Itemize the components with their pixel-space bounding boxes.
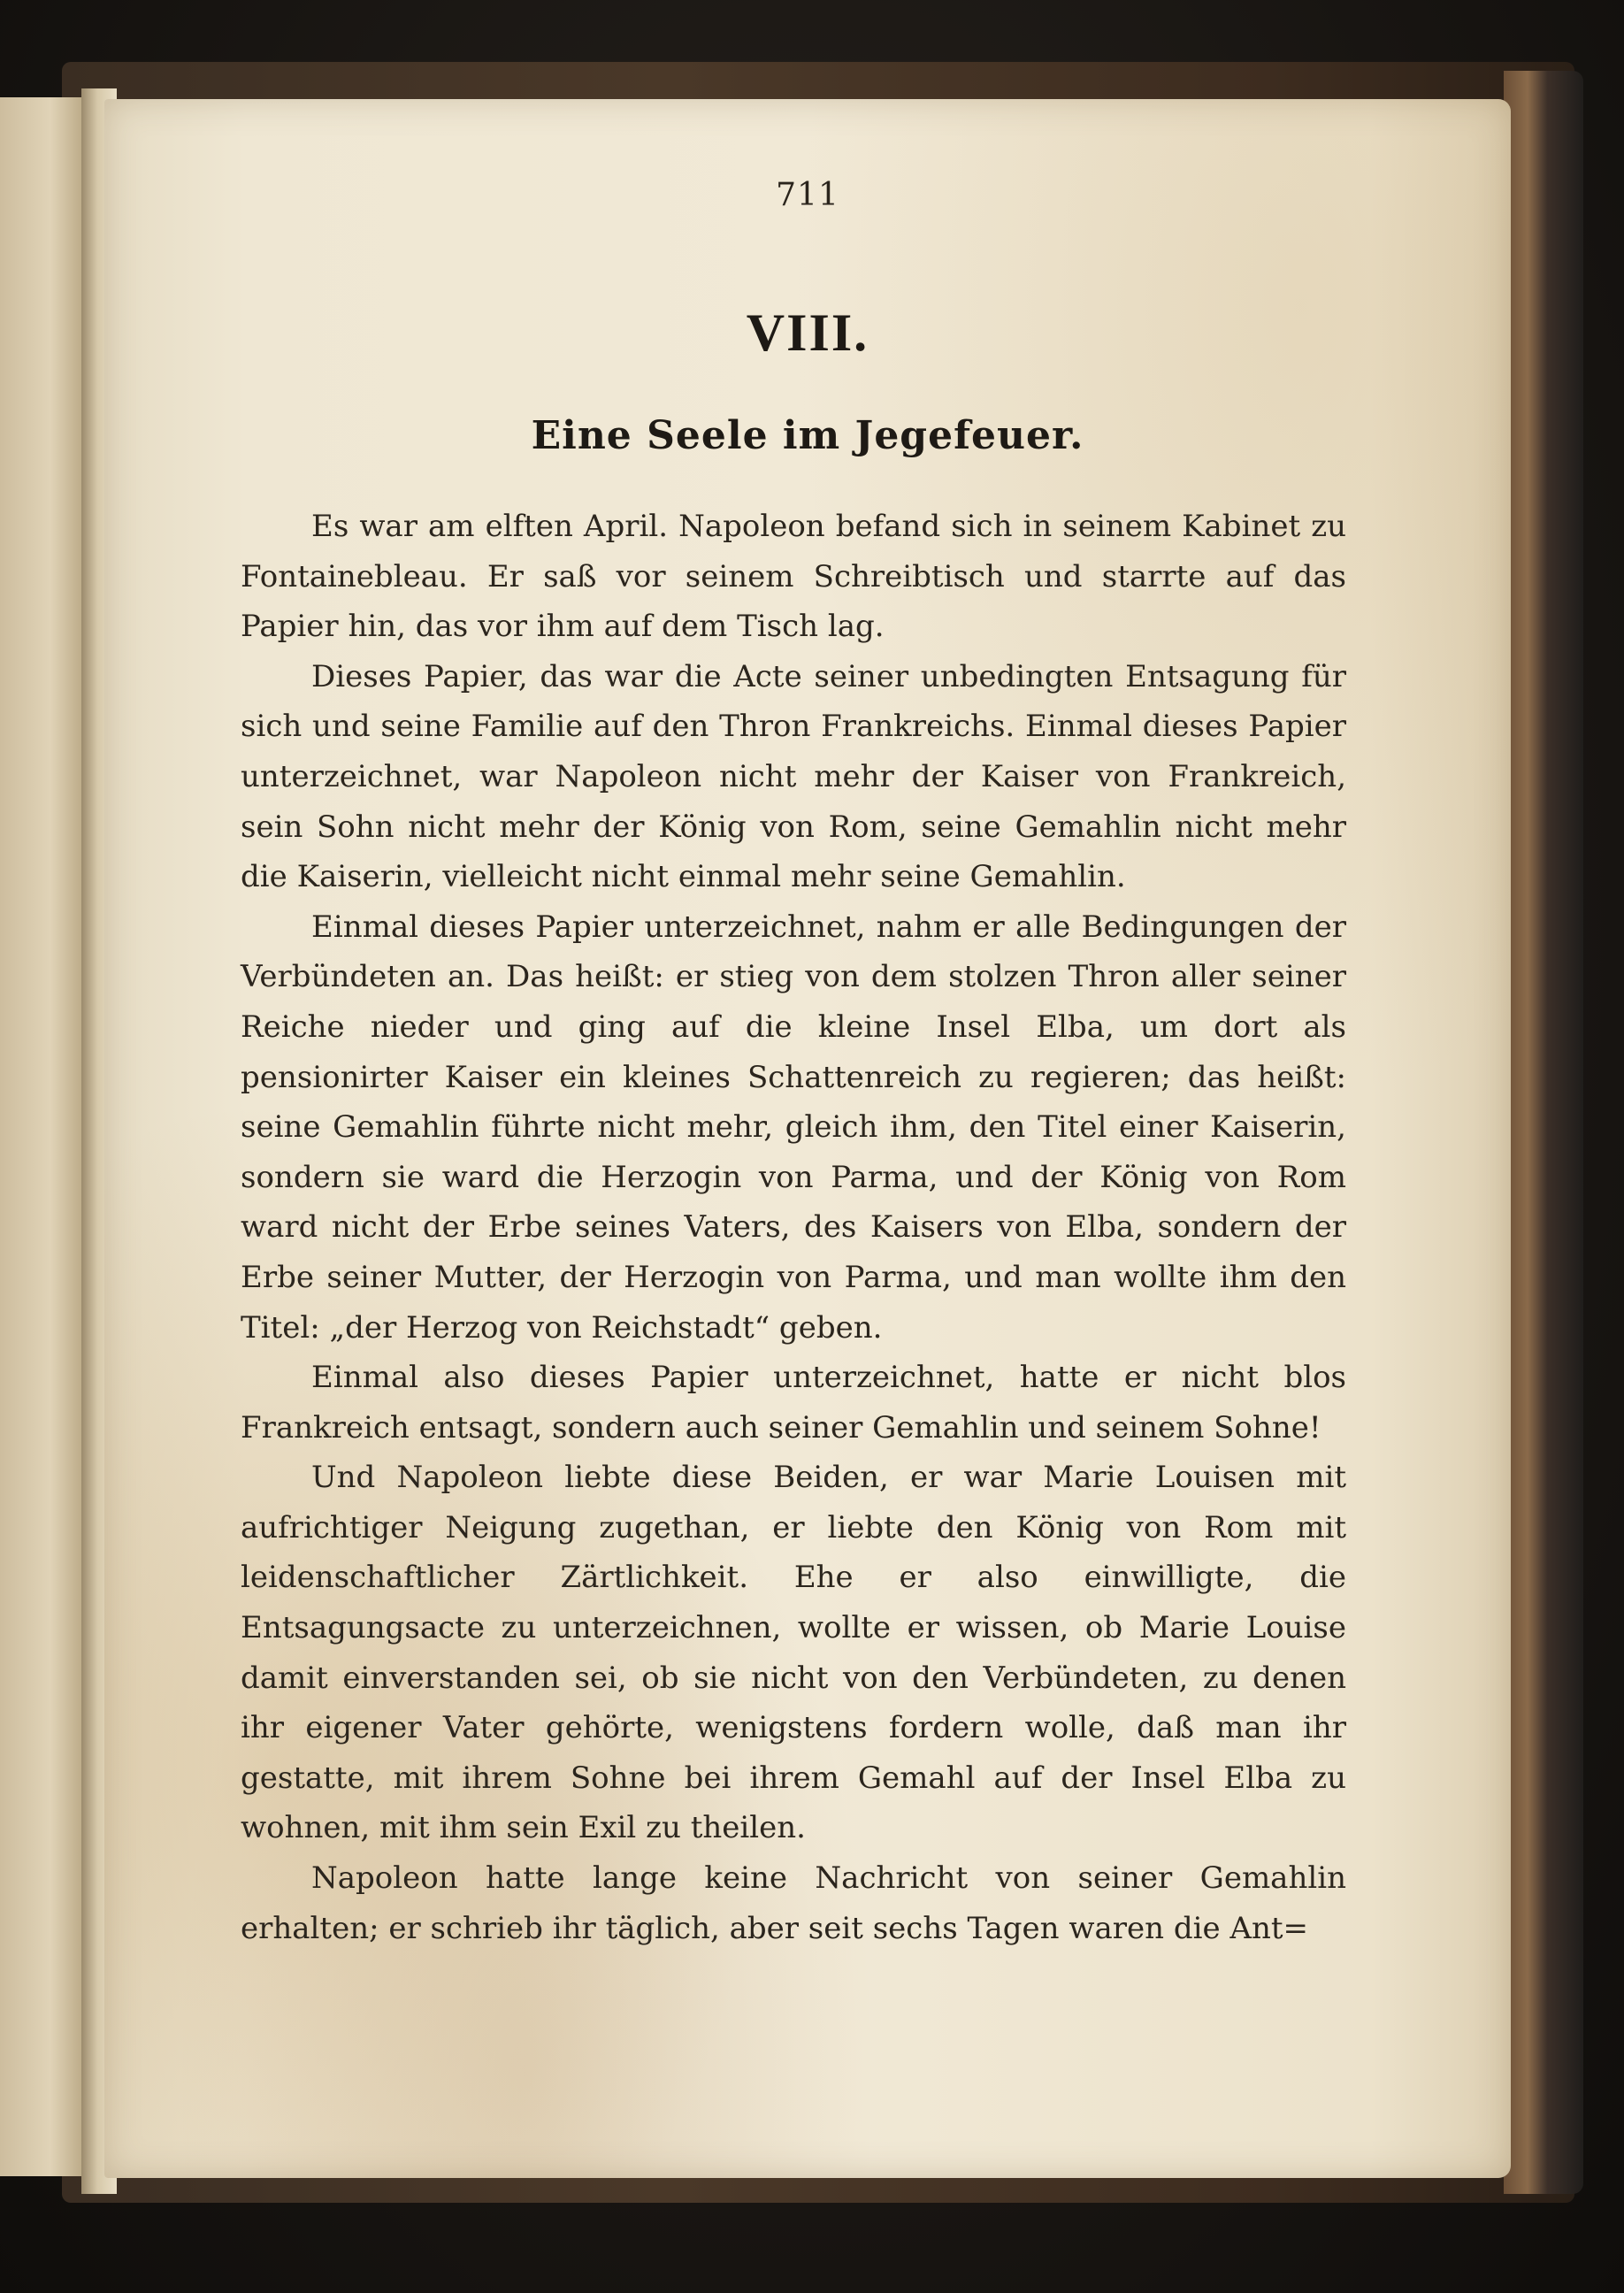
facing-page-edge [0, 97, 84, 2176]
page-number: 711 [776, 177, 839, 213]
book-cover-edge [1504, 71, 1583, 2194]
body-text [241, 502, 1346, 1953]
paragraph: Und Napoleon liebte diese Beiden, er war Marie Louisen mit aufrichtiger Neigung zugethan, er liebte den König von Rom mit leidenschaftlicher Zärtlichkeit. Ehe er also einwilligte, die Entsagungsacte zu unterzeichnen, wollte er wissen, ob Marie Louise damit einverstanden sei, ob sie nicht von den Verbündeten, zu denen ihr eigener Vater gehörte, wenigstens fordern wolle, daß man ihr gestatte, mit ihrem Sohne bei ihrem Gemahl auf der Insel Elba zu wohnen, mit ihm sein Exil zu theilen. [241, 1460, 1346, 1846]
chapter-number: VIII. [746, 303, 869, 362]
book-page [104, 99, 1511, 2178]
paragraph: Es war am elften April. Napoleon befand sich in seinem Kabinet zu Fontainebleau. Er saß vor seinem Schreibtisch und starrte auf das Papier hin, das vor ihm auf dem Tisch lag. [241, 509, 1346, 645]
paragraph: Napoleon hatte lange keine Nachricht von seiner Gemahlin erhalten; er schrieb ihr täglich, aber seit sechs Tagen waren die Ant= [241, 1860, 1346, 1946]
paragraph: Einmal dieses Papier unterzeichnet, nahm er alle Bedingungen der Verbündeten an. Das heißt: er stieg von dem stolzen Thron aller seiner Reiche nieder und ging auf die kleine Insel Elba, um dort als pensionirter Kaiser ein kleines Schattenreich zu regieren; das heißt: seine Gemahlin führte nicht mehr, gleich ihm, den Titel einer Kaiserin, sondern sie ward die Herzogin von Parma, und der König von Rom ward nicht der Erbe seines Vaters, des Kaisers von Elba, sondern der Erbe seiner Mutter, der Herzogin von Parma, und man wollte ihm den Titel: „der Herzog von Reichstadt“ geben. [241, 909, 1346, 1346]
paragraph: Dieses Papier, das war die Acte seiner unbedingten Entsagung für sich und seine Familie auf den Thron Frankreichs. Einmal dieses Papier unterzeichnet, war Napoleon nicht mehr der Kaiser von Frankreich, sein Sohn nicht mehr der König von Rom, seine Gemahlin nicht mehr die Kaiserin, vielleicht nicht einmal mehr seine Gemahlin. [241, 658, 1346, 895]
paragraph: Einmal also dieses Papier unterzeichnet, hatte er nicht blos Frankreich entsagt, sondern auch seiner Gemahlin und seinem Sohne! [241, 1360, 1346, 1446]
chapter-title: Eine Seele im Jegefeuer. [531, 413, 1084, 458]
